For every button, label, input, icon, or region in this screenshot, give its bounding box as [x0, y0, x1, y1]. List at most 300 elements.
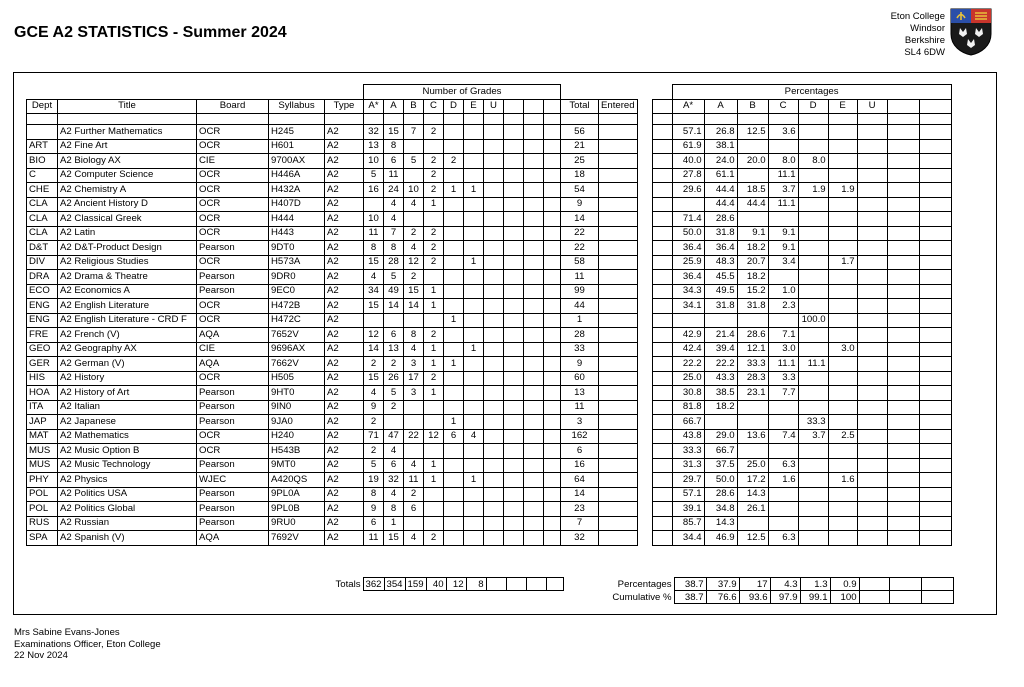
grade-count-cell [424, 487, 444, 502]
grade-count-cell [444, 371, 464, 386]
empty-cell [652, 255, 672, 270]
table-row [27, 270, 952, 285]
title-cell: A2 Geography AX [58, 342, 197, 357]
entered-cell [599, 444, 638, 459]
grade-count-cell: 2 [404, 270, 424, 285]
cumulative-value: 76.6 [706, 591, 739, 604]
signatory-name: Mrs Sabine Evans-Jones [14, 627, 120, 638]
grade-count-cell [404, 444, 424, 459]
total-cell: 23 [561, 502, 599, 517]
empty-cell [919, 284, 951, 299]
table-row [27, 487, 952, 502]
grade-count-cell [404, 516, 424, 531]
empty-cell [919, 458, 951, 473]
board-cell: CIE [197, 154, 269, 169]
empty-cell [887, 415, 919, 430]
empty-cell [919, 125, 951, 140]
grade-count-cell [464, 531, 484, 546]
empty-cell [544, 429, 561, 444]
table-row [27, 226, 952, 241]
percentage-cell: 14.3 [704, 516, 737, 531]
total-cell: 9 [561, 357, 599, 372]
title-cell: A2 Italian [58, 400, 197, 415]
dept-cell: MUS [27, 458, 58, 473]
empty-cell [652, 400, 672, 415]
empty-cell [887, 154, 919, 169]
percentage-cell: 3.4 [768, 255, 798, 270]
grade-count-cell: 9 [364, 400, 384, 415]
grade-count-cell: 13 [364, 139, 384, 154]
grade-count-cell [464, 226, 484, 241]
grade-count-cell [484, 458, 504, 473]
table-row [27, 125, 952, 140]
percentage-cell: 6.3 [768, 531, 798, 546]
board-cell: OCR [197, 255, 269, 270]
empty-cell [887, 473, 919, 488]
empty-cell [919, 226, 951, 241]
empty-cell [504, 241, 524, 256]
percentage-value: 4.3 [770, 578, 800, 591]
percentage-cell [798, 328, 828, 343]
percentage-cell: 8.0 [768, 154, 798, 169]
grade-count-cell [424, 212, 444, 227]
percentage-cell [857, 183, 887, 198]
grade-count-cell: 1 [444, 183, 464, 198]
grade-count-cell [364, 197, 384, 212]
title-cell: A2 Ancient History D [58, 197, 197, 212]
entered-cell [599, 125, 638, 140]
percentage-cell [857, 125, 887, 140]
percentage-cell [857, 241, 887, 256]
column-header: Type [325, 99, 364, 114]
grade-count-cell: 2 [424, 168, 444, 183]
grade-count-cell [444, 284, 464, 299]
empty-cell [524, 99, 544, 114]
grade-count-cell: 2 [424, 226, 444, 241]
empty-cell [504, 516, 524, 531]
title-cell: A2 Politics Global [58, 502, 197, 517]
title-cell: A2 Japanese [58, 415, 197, 430]
grade-count-cell: 1 [424, 342, 444, 357]
type-cell: A2 [325, 299, 364, 314]
type-cell: A2 [325, 226, 364, 241]
syllabus-cell: H245 [269, 125, 325, 140]
percentage-cell [828, 139, 857, 154]
type-cell: A2 [325, 516, 364, 531]
empty-cell [652, 328, 672, 343]
empty-cell [652, 357, 672, 372]
dept-cell: C [27, 168, 58, 183]
percentage-cell [768, 400, 798, 415]
percentage-cell: 9.1 [768, 241, 798, 256]
grade-count-cell [464, 502, 484, 517]
grade-count-cell [484, 429, 504, 444]
grade-count-cell [444, 473, 464, 488]
empty-cell [524, 487, 544, 502]
percentage-cell: 43.3 [704, 371, 737, 386]
page-title: GCE A2 STATISTICS - Summer 2024 [14, 24, 287, 41]
percentage-cell: 26.8 [704, 125, 737, 140]
percentage-cell: 42.9 [672, 328, 704, 343]
column-header: Syllabus [269, 99, 325, 114]
empty-cell [504, 270, 524, 285]
empty-cell [504, 299, 524, 314]
grade-count-cell [484, 284, 504, 299]
percentage-cell: 36.4 [704, 241, 737, 256]
percentage-cell: 1.6 [768, 473, 798, 488]
grade-count-cell: 2 [364, 444, 384, 459]
grade-count-cell: 15 [384, 531, 404, 546]
grade-count-cell [384, 313, 404, 328]
percentage-cell [857, 444, 887, 459]
grade-count-cell [484, 328, 504, 343]
grade-count-cell: 4 [464, 429, 484, 444]
empty-cell [544, 139, 561, 154]
grade-count-cell: 32 [384, 473, 404, 488]
grade-count-cell [484, 299, 504, 314]
percentage-cell [857, 270, 887, 285]
grade-count-cell [444, 531, 464, 546]
percentage-cell: 3.0 [768, 342, 798, 357]
empty-cell [524, 357, 544, 372]
grade-count-cell [484, 241, 504, 256]
type-cell: A2 [325, 125, 364, 140]
empty-cell [524, 516, 544, 531]
empty-cell [887, 197, 919, 212]
empty-cell [524, 241, 544, 256]
title-cell: A2 History [58, 371, 197, 386]
empty-cell [919, 487, 951, 502]
percentage-cell [828, 313, 857, 328]
dept-cell: CLA [27, 197, 58, 212]
column-header: B [737, 99, 768, 114]
empty-cell [919, 99, 951, 114]
percentage-cell: 18.2 [737, 241, 768, 256]
entered-cell [599, 270, 638, 285]
grade-count-cell: 7 [384, 226, 404, 241]
table-row [27, 139, 952, 154]
empty-cell [544, 168, 561, 183]
grade-count-cell [464, 197, 484, 212]
empty-cell [652, 284, 672, 299]
empty-cell [524, 154, 544, 169]
entered-cell [599, 284, 638, 299]
dept-cell [27, 125, 58, 140]
syllabus-cell: 9RU0 [269, 516, 325, 531]
grade-count-cell: 34 [364, 284, 384, 299]
grade-count-cell: 15 [384, 125, 404, 140]
percentage-cell [704, 313, 737, 328]
grade-count-cell [444, 270, 464, 285]
percentage-cell [737, 313, 768, 328]
grade-count-cell: 4 [364, 386, 384, 401]
percentage-cell: 26.1 [737, 502, 768, 517]
board-cell: Pearson [197, 241, 269, 256]
dept-cell: ENG [27, 299, 58, 314]
percentage-cell [798, 473, 828, 488]
empty-cell [524, 531, 544, 546]
dept-cell: CHE [27, 183, 58, 198]
type-cell: A2 [325, 415, 364, 430]
empty-cell [652, 415, 672, 430]
empty-cell [504, 255, 524, 270]
empty-cell [652, 125, 672, 140]
grade-count-cell: 2 [404, 487, 424, 502]
board-cell: OCR [197, 226, 269, 241]
percentage-cell: 33.3 [798, 415, 828, 430]
table-row [27, 429, 952, 444]
percentage-cell [857, 284, 887, 299]
percentage-cell [798, 444, 828, 459]
type-cell: A2 [325, 444, 364, 459]
empty-cell [544, 502, 561, 517]
total-cell: 33 [561, 342, 599, 357]
grade-count-cell [404, 313, 424, 328]
empty-cell [524, 473, 544, 488]
empty-cell [887, 458, 919, 473]
percentage-cell: 11.1 [798, 357, 828, 372]
type-cell: A2 [325, 212, 364, 227]
entered-cell [599, 473, 638, 488]
percentage-cell [798, 168, 828, 183]
empty-cell [652, 183, 672, 198]
empty-cell [524, 415, 544, 430]
percentage-cell [857, 458, 887, 473]
percentage-cell: 85.7 [672, 516, 704, 531]
board-cell: WJEC [197, 473, 269, 488]
grade-count-cell [484, 502, 504, 517]
empty-cell [919, 154, 951, 169]
empty-cell [887, 139, 919, 154]
dept-cell: HOA [27, 386, 58, 401]
dept-cell: D&T [27, 241, 58, 256]
total-cell: 32 [561, 531, 599, 546]
grade-count-cell: 12 [364, 328, 384, 343]
percentage-cell: 46.9 [704, 531, 737, 546]
percentage-cell: 25.9 [672, 255, 704, 270]
total-cell: 56 [561, 125, 599, 140]
percentage-cell: 12.5 [737, 531, 768, 546]
type-cell: A2 [325, 183, 364, 198]
percentage-cell: 1.6 [828, 473, 857, 488]
grade-count-cell [464, 400, 484, 415]
type-cell: A2 [325, 342, 364, 357]
percentage-cell: 2.3 [768, 299, 798, 314]
grade-count-cell [364, 313, 384, 328]
grade-count-cell [484, 270, 504, 285]
empty-cell [544, 444, 561, 459]
grade-count-cell [484, 473, 504, 488]
grade-count-cell: 1 [424, 299, 444, 314]
board-cell: Pearson [197, 270, 269, 285]
empty-cell [544, 458, 561, 473]
empty-cell [544, 154, 561, 169]
grade-count-cell: 12 [404, 255, 424, 270]
total-cell: 13 [561, 386, 599, 401]
percentage-cell: 31.8 [704, 226, 737, 241]
type-cell: A2 [325, 531, 364, 546]
syllabus-cell: H443 [269, 226, 325, 241]
dept-cell: DIV [27, 255, 58, 270]
percentage-cell [828, 415, 857, 430]
grade-count-cell: 1 [464, 183, 484, 198]
empty-cell [524, 168, 544, 183]
empty-cell [544, 241, 561, 256]
percentage-cell: 18.2 [704, 400, 737, 415]
title-cell: A2 German (V) [58, 357, 197, 372]
grade-count-cell [464, 357, 484, 372]
column-header: E [828, 99, 857, 114]
type-cell: A2 [325, 284, 364, 299]
percentage-cell: 17.2 [737, 473, 768, 488]
percentage-cell [857, 400, 887, 415]
grade-count-cell [484, 444, 504, 459]
empty-cell [524, 328, 544, 343]
grade-count-cell [464, 241, 484, 256]
grade-count-cell: 2 [364, 415, 384, 430]
grade-count-cell [484, 197, 504, 212]
grade-count-cell: 15 [364, 371, 384, 386]
percentages-group-header: Percentages [672, 85, 951, 100]
column-header: B [404, 99, 424, 114]
percentage-cell [798, 139, 828, 154]
percentage-cell [857, 386, 887, 401]
grade-count-cell: 1 [464, 473, 484, 488]
grade-count-cell [484, 400, 504, 415]
empty-cell [652, 226, 672, 241]
column-header: Dept [27, 99, 58, 114]
title-cell: A2 Computer Science [58, 168, 197, 183]
empty-cell [524, 183, 544, 198]
empty-cell [887, 284, 919, 299]
table-row [27, 255, 952, 270]
empty-cell [504, 154, 524, 169]
percentage-cell: 44.4 [704, 197, 737, 212]
total-cell: 25 [561, 154, 599, 169]
percentage-cell: 3.6 [768, 125, 798, 140]
percentage-cell [828, 270, 857, 285]
grade-count-cell [464, 154, 484, 169]
grades-group-header: Number of Grades [364, 85, 561, 100]
type-cell: A2 [325, 168, 364, 183]
percentage-cell [828, 212, 857, 227]
title-cell: A2 D&T-Product Design [58, 241, 197, 256]
empty-cell [919, 139, 951, 154]
empty-cell [887, 531, 919, 546]
percentage-cell [828, 487, 857, 502]
percentage-cell: 14.3 [737, 487, 768, 502]
grade-count-cell: 6 [404, 502, 424, 517]
title-cell: A2 French (V) [58, 328, 197, 343]
percentage-cell: 25.0 [672, 371, 704, 386]
report-date: 22 Nov 2024 [14, 650, 68, 661]
empty-cell [544, 125, 561, 140]
total-cell: 44 [561, 299, 599, 314]
empty-cell [919, 342, 951, 357]
empty-cell [544, 99, 561, 114]
percentage-cell: 3.7 [798, 429, 828, 444]
empty-cell [919, 299, 951, 314]
column-header: A [704, 99, 737, 114]
dept-cell: GEO [27, 342, 58, 357]
percentage-cell [857, 429, 887, 444]
percentage-cell: 61.1 [704, 168, 737, 183]
grade-count-cell: 11 [364, 226, 384, 241]
percentage-cell [798, 458, 828, 473]
grade-count-cell: 1 [464, 342, 484, 357]
grade-count-cell [444, 516, 464, 531]
empty-cell [887, 342, 919, 357]
grade-count-cell: 1 [444, 357, 464, 372]
percentage-cell: 1.0 [768, 284, 798, 299]
empty-cell [524, 212, 544, 227]
empty-cell [652, 313, 672, 328]
grade-count-cell [444, 328, 464, 343]
empty-cell [919, 313, 951, 328]
percentage-cell: 38.5 [704, 386, 737, 401]
grade-count-cell [464, 168, 484, 183]
empty-cell [887, 226, 919, 241]
empty-cell [652, 299, 672, 314]
entered-cell [599, 415, 638, 430]
percentage-cell [798, 270, 828, 285]
grade-count-cell [444, 241, 464, 256]
percentage-cell [798, 197, 828, 212]
title-cell: A2 Religious Studies [58, 255, 197, 270]
address-line: Berkshire [904, 35, 945, 46]
grade-count-cell: 1 [424, 386, 444, 401]
empty-cell [887, 502, 919, 517]
syllabus-cell: 9MT0 [269, 458, 325, 473]
percentage-cell [798, 241, 828, 256]
percentage-cell [768, 313, 798, 328]
empty-cell [919, 197, 951, 212]
percentage-cell: 20.0 [737, 154, 768, 169]
column-header: A* [364, 99, 384, 114]
grade-count-cell [484, 371, 504, 386]
percentage-cell: 20.7 [737, 255, 768, 270]
percentage-cell [857, 139, 887, 154]
grade-count-cell: 2 [384, 357, 404, 372]
empty-cell [544, 197, 561, 212]
empty-cell [919, 168, 951, 183]
empty-cell [544, 415, 561, 430]
grade-count-cell: 10 [364, 154, 384, 169]
dept-cell: MUS [27, 444, 58, 459]
table-row [27, 357, 952, 372]
grade-count-cell [444, 255, 464, 270]
board-cell: Pearson [197, 386, 269, 401]
empty-cell [652, 371, 672, 386]
percentage-cell [798, 342, 828, 357]
dept-cell: MAT [27, 429, 58, 444]
totals-label: Totals [335, 578, 361, 590]
empty-cell [919, 444, 951, 459]
grade-count-cell [484, 125, 504, 140]
percentage-cell: 6.3 [768, 458, 798, 473]
grade-count-cell [464, 487, 484, 502]
summary-table [26, 577, 954, 604]
percentage-cell [857, 371, 887, 386]
college-crest-icon [950, 8, 992, 56]
grade-count-cell: 1 [384, 516, 404, 531]
empty-cell [652, 197, 672, 212]
percentage-cell: 28.6 [704, 487, 737, 502]
grade-count-cell: 3 [404, 357, 424, 372]
percentage-cell [798, 502, 828, 517]
grade-count-cell [484, 183, 504, 198]
percentage-cell: 49.5 [704, 284, 737, 299]
